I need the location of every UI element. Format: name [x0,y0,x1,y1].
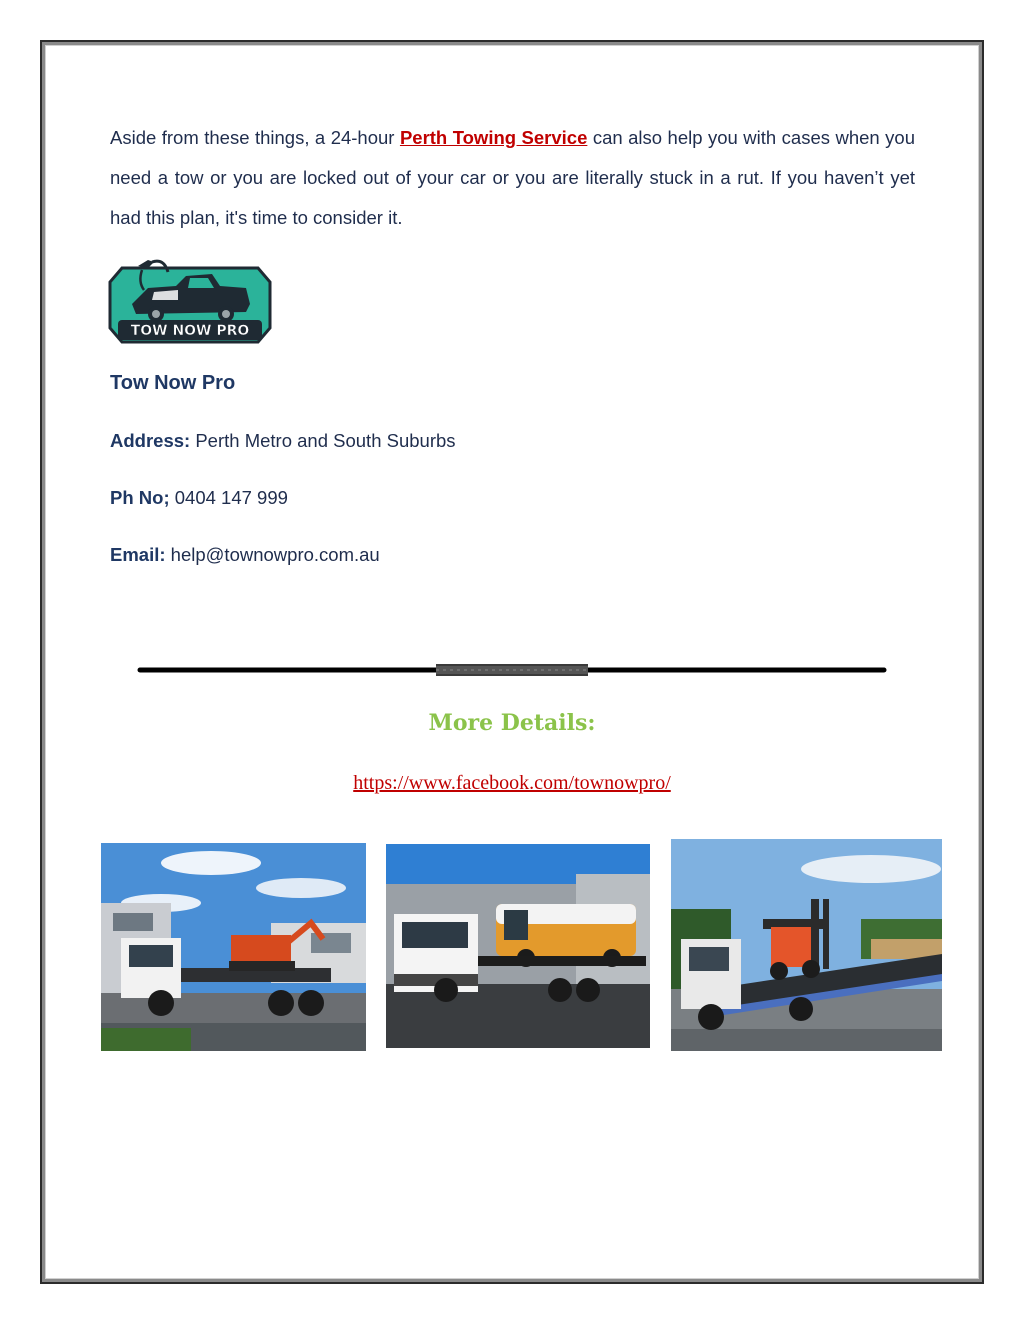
tow-truck-forklift-photo [671,839,942,1051]
email-line [110,544,380,566]
phone-label: Ph No; [110,487,170,508]
tow-truck-excavator-photo [101,843,366,1051]
intro-paragraph [110,118,915,238]
email-value[interactable]: help@townowpro.com.au [165,544,380,565]
section-divider [136,660,888,680]
address-value: Perth Metro and South Suburbs [190,430,456,451]
intro-text-after: can also help you with cases when you need a tow or you are locked out of your car or you are literally stuck in a rut. If you haven’t yet had this plan, it's time to consider it. [110,127,916,228]
address-line [110,430,456,452]
facebook-link[interactable]: https://www.facebook.com/townowpro/ [353,772,671,794]
tow-truck-bus-photo [386,844,650,1048]
intro-text-before: Aside from these things, a 24-hour [110,127,400,148]
email-label: Email: [110,544,166,565]
perth-towing-service-link[interactable]: Perth Towing Service [399,127,588,148]
more-details-title: More Details: [428,710,596,736]
tow-now-pro-logo [108,256,272,348]
phone-line [110,487,288,509]
address-label: Address: [110,430,191,451]
company-name: Tow Now Pro [110,372,236,394]
phone-value: 0404 147 999 [169,487,288,508]
logo-text: TOW NOW PRO [130,323,250,339]
